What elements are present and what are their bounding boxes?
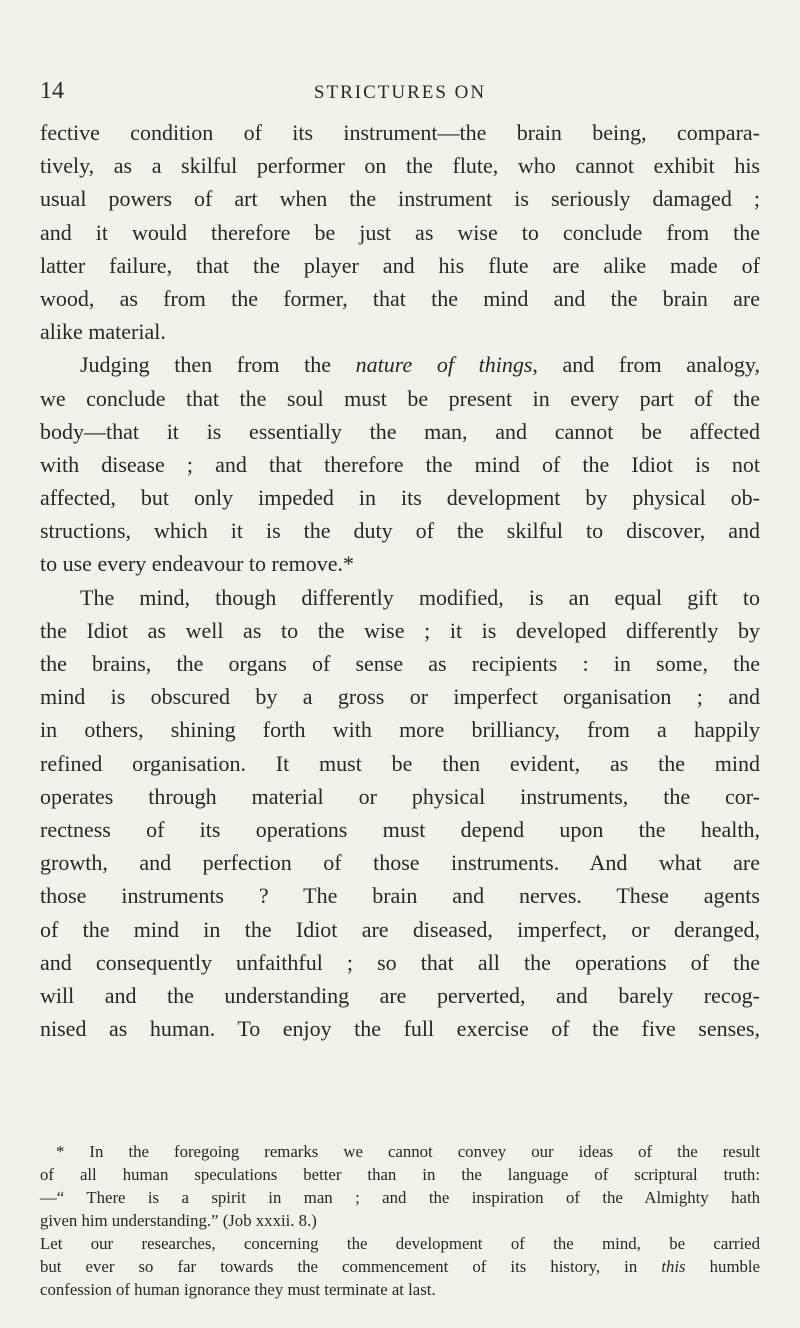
text-line: those instruments ? The brain and nerves. These agents — [40, 883, 760, 909]
text-fragment: humble — [685, 1257, 761, 1276]
text-line: body—that it is essentially the man, and cannot be affected — [40, 418, 760, 444]
text-line: we conclude that the soul must be present in every part of the — [40, 385, 760, 411]
text-line: the brains, the organs of sense as recipients : in some, the — [40, 651, 760, 676]
text-line: will and the understanding are perverted, and barely recog- — [40, 982, 760, 1008]
text-line: rectness of its operations must depend upon the health, — [40, 816, 760, 842]
text-fragment: but ever so far towards the commencement of its history, in — [40, 1257, 662, 1276]
text-line: in others, shining forth with more brilliancy, from a happily — [40, 717, 760, 743]
text-line: affected, but only impeded in its development by physical ob- — [40, 485, 760, 511]
text-line: latter failure, that the player and his flute are alike made of — [40, 252, 760, 278]
paragraph-line — [40, 348, 760, 381]
text-line: with disease ; and that therefore the mind of the Idiot is not — [40, 451, 760, 477]
footnote-line: given him understanding.” (Job xxxii. 8.) — [40, 1211, 317, 1230]
footnote-line: of all human speculations better than in the language of scriptural truth: — [40, 1165, 760, 1184]
italic-phrase: nature of things — [355, 352, 533, 378]
footnote-line — [40, 1255, 760, 1278]
text-line: to use every endeavour to remove.* — [40, 551, 354, 577]
body-text — [40, 116, 760, 1045]
text-fragment: , and from analogy, — [532, 352, 760, 378]
text-line: tively, as a skilful performer on the flute, who cannot exhibit his — [40, 153, 760, 179]
footnote-line: confession of human ignorance they must terminate at last. — [40, 1280, 436, 1299]
text-line: nised as human. To enjoy the full exercise of the five senses, — [40, 1016, 760, 1042]
italic-word: this — [661, 1257, 686, 1276]
text-line: The mind, though differently modified, is an equal gift to — [80, 584, 760, 610]
page-header — [40, 78, 760, 112]
text-line: mind is obscured by a gross or imperfect organisation ; and — [40, 684, 760, 710]
text-line: and it would therefore be just as wise to conclude from the — [40, 219, 760, 245]
running-head: STRICTURES ON — [313, 82, 487, 103]
text-line: growth, and perfection of those instruments. And what are — [40, 850, 760, 876]
footnote-line: Let our researches, concerning the development of the mind, be carried — [40, 1234, 760, 1253]
text-line: operates through material or physical instruments, the cor- — [40, 783, 760, 809]
text-line: usual powers of art when the instrument is seriously damaged ; — [40, 186, 760, 212]
text-line: alike material. — [40, 319, 166, 345]
text-line: the Idiot as well as to the wise ; it is developed differently by — [40, 617, 760, 643]
text-line: fective condition of its instrument—the brain being, compara- — [40, 120, 760, 145]
footnote-line: * In the foregoing remarks we cannot convey our ideas of the result — [56, 1142, 760, 1161]
text-fragment: Judging then from the — [80, 352, 356, 378]
footnote-line: —“ There is a spirit in man ; and the inspiration of the Almighty hath — [40, 1188, 760, 1207]
text-line: refined organisation. It must be then evident, as the mind — [40, 750, 760, 776]
text-line: and consequently unfaithful ; so that all the operations of the — [40, 949, 760, 975]
text-line: of the mind in the Idiot are diseased, imperfect, or deranged, — [40, 916, 760, 942]
page-number: 14 — [40, 78, 64, 104]
text-line: wood, as from the former, that the mind and the brain are — [40, 285, 760, 311]
footnote — [40, 1140, 760, 1301]
text-line: structions, which it is the duty of the skilful to discover, and — [40, 518, 760, 544]
